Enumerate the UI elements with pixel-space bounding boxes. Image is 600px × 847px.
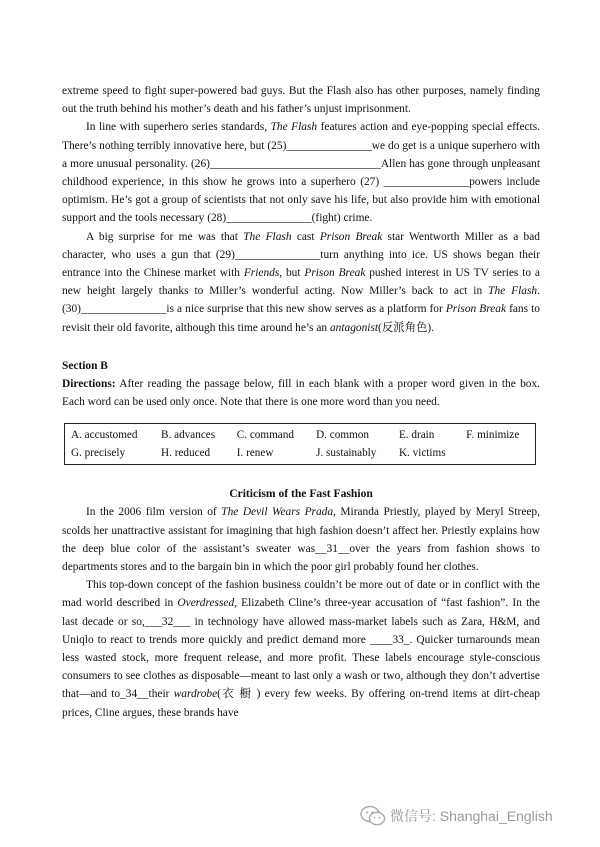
section-b-title: Section B <box>62 359 108 372</box>
word-box-row <box>65 424 536 445</box>
word-box-option: C. command <box>236 429 294 442</box>
passage-a-paragraph-3 <box>62 228 540 337</box>
paragraph-text: In line with superhero series standards, The Flash features action and eye-popping special effects. There’s nothing terribly innovative here, but (25)_______________we do get is a unique superhero with a more unusual personality. (26)______________________________Allen has gone through unpleasant childhood experience, in this show he grows into a superhero (27) _______________powers include optimism. He’s got a group of scientists that not only save his life, but also provide him with emotional support and the tools necessary (28)_______________(fight) crime. <box>62 121 541 225</box>
document-page <box>62 82 540 722</box>
word-box-option <box>460 444 535 465</box>
paragraph-text: This top-down concept of the fashion business couldn’t be more out of date or in conflict with the mad world described in Overdressed, Elizabeth Cline’s three-year accusation of “fast fashion”. In the last decade or so,___32___ in technology have allowed mass-market labels such as Zara, H&M, and Uniqlo to react to trends more quickly and predict demand more ____33_. Quicker turnarounds mean less wasted stock, more frequent release, and more profit. These labels encourage style-conscious consumers to see clothes as disposable—meant to last only a wash or two, although they don’t advertise that—and to_34__their wardrobe(衣 橱 ) every few weeks. By offering on-trend items at dirt-cheap prices, Cline argues, these brands have <box>62 579 540 719</box>
article-paragraph-1 <box>62 503 540 576</box>
word-box-option: A. accustomed <box>71 429 138 442</box>
word-box-option: H. reduced <box>161 447 211 460</box>
watermark-text: 微信号: Shanghai_English <box>390 808 553 824</box>
article-paragraph-2 <box>62 576 540 722</box>
article-title: Criticism of the Fast Fashion <box>229 487 373 501</box>
section-b-directions <box>62 375 540 411</box>
word-box-row <box>65 444 536 465</box>
directions-label: Directions: <box>62 378 116 391</box>
paragraph-text: A big surprise for me was that The Flash cast Prison Break star Wentworth Miller as a bad character, who uses a gun that (29)_______________turn anything into ice. US shows began their entrance into the Chinese market with Friends, but Prison Break pushed interest in US TV series to a new height largely thanks to Miller’s wonderful acting. Now Miller’s back to act in The Flash. (30)_______________is a nice surprise that this new show serves as a platform for Prison Break fans to revisit their old favorite, although this time around he’s an antagonist(反派角色). <box>62 230 540 334</box>
word-box-option: J. sustainably <box>316 447 377 460</box>
word-box-option: F. minimize <box>466 429 520 442</box>
directions-text: After reading the passage below, fill in each blank with a proper word given in the box. Each word can be used only once. Note that there is one more word than you need. <box>62 378 540 409</box>
word-box <box>64 423 536 465</box>
wechat-icon <box>360 805 386 827</box>
watermark <box>360 804 553 828</box>
word-box-option: E. drain <box>398 429 435 442</box>
passage-a-paragraph-2 <box>62 118 540 227</box>
word-box-option: I. renew <box>236 447 274 460</box>
passage-a-paragraph-1: extreme speed to fight super-powered bad guys. But the Flash also has other purposes, namely finding out the truth behind his mother’s death and his father’s unjust imprisonment. <box>62 85 540 116</box>
word-box-option: B. advances <box>161 429 216 442</box>
word-box-option: D. common <box>316 429 369 442</box>
word-box-option: G. precisely <box>71 447 126 460</box>
paragraph-text: In the 2006 film version of The Devil Wears Prada, Miranda Priestly, played by Meryl Streep, scolds her unattractive assistant for imagining that high fashion doesn’t affect her. Priestly explains how the deep blue color of the assistant’s sweater was__31__over the years from fashion shows to departments stores and to the bargain bin in which the poor girl probably found her clothes. <box>62 506 540 574</box>
word-box-option: K. victims <box>398 447 446 460</box>
